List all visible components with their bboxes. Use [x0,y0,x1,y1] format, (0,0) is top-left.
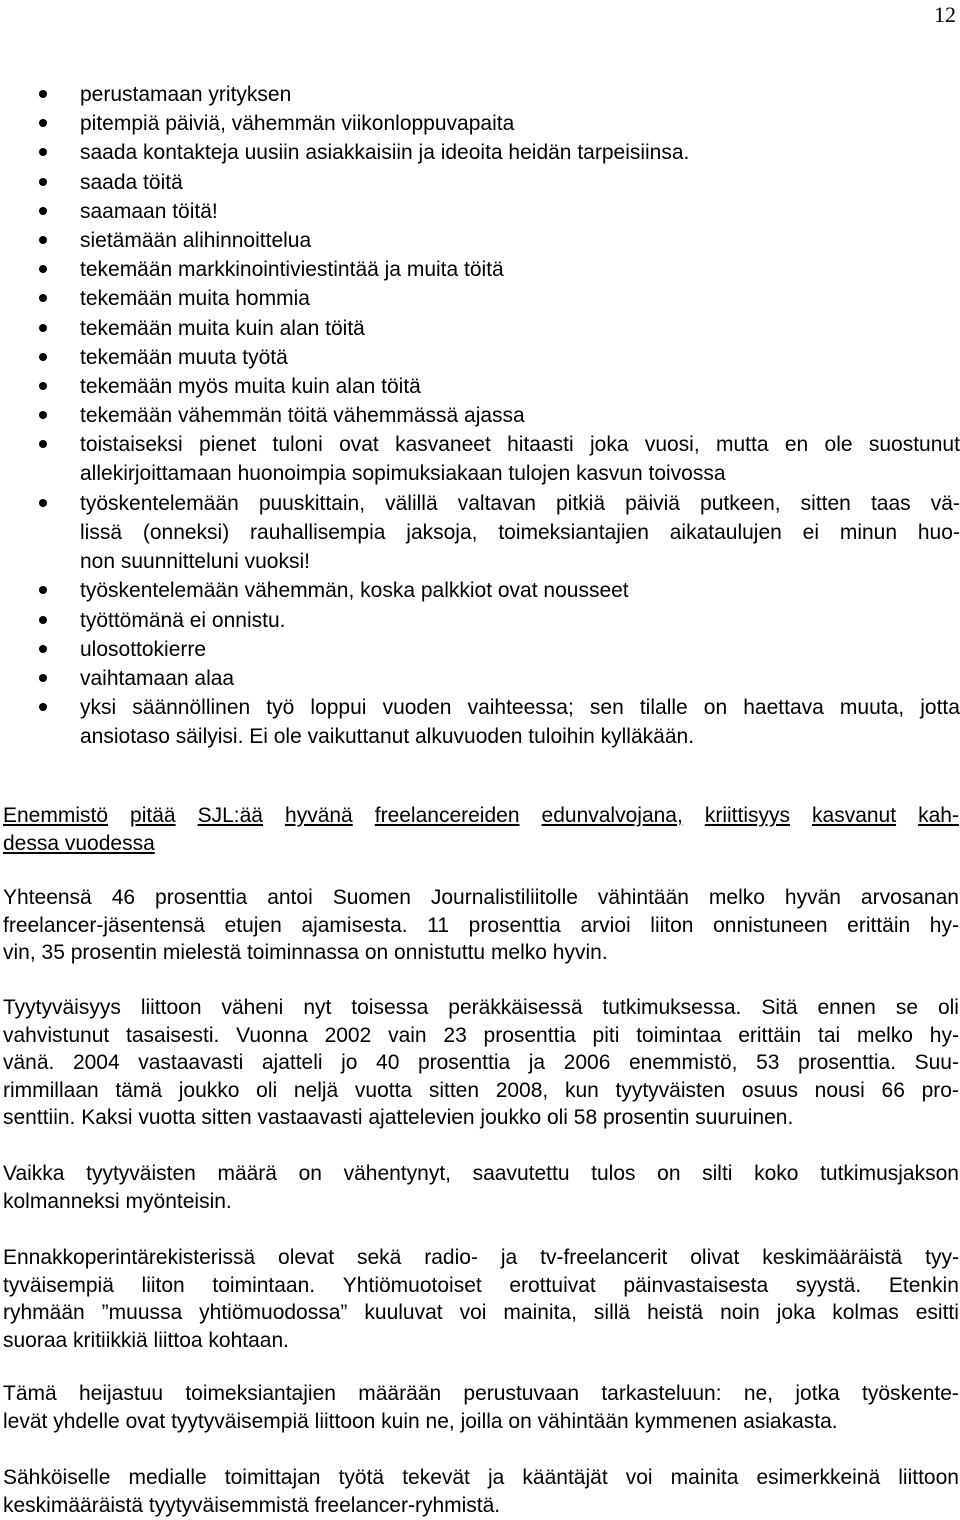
paragraph-line: Vaikka tyytyväisten määrä on vähentynyt, saavutettu tulos on silti koko tutkimusjakson [3,1162,959,1185]
bullet-line: saada töitä [80,170,183,194]
paragraph-line: freelancer-jäsentensä etujen ajamisesta. 11 prosenttia arvioi liiton onnistuneen erittäin hy- [3,913,959,937]
paragraph-line: vänä. 2004 vastaavasti ajatteli jo 40 prosenttia ja 2006 enemmistö, 53 prosenttia. Suu- [3,1051,959,1075]
bullet-dot [39,178,47,186]
paragraph-line: suoraa kritiikkiä liittoa kohtaan. [3,1328,289,1352]
paragraph-line: kolmanneksi myönteisin. [3,1189,232,1213]
paragraph-line: Tyytyväisyys liittoon väheni nyt toisessa peräkkäisessä tutkimuksessa. Sitä ennen se oli [3,996,959,1019]
bullet-line: tekemään markkinointiviestintää ja muita töitä [80,258,504,282]
paragraph-line: vahvistunut tasaisesti. Vuonna 2002 vain 23 prosenttia piti toimintaa erittäin tai melko hy- [3,1023,959,1047]
bullet-line: yksi säännöllinen työ loppui vuoden vaihteessa; sen tilalle on haettava muuta, jotta [80,696,960,720]
bullet-dot [39,645,47,653]
paragraph-line: senttiin. Kaksi vuotta sitten vastaavasti ajattelevien joukko oli 58 prosentin suuruinen. [3,1106,794,1130]
bullet-line: toistaiseksi pienet tuloni ovat kasvaneet hitaasti joka vuosi, mutta en ole suostunut [80,433,960,457]
bullet-dot [39,148,47,156]
bullet-dot [39,119,47,127]
page-number: 12 [934,2,956,27]
bullet-dot [39,674,47,682]
bullet-line: ulosottokierre [80,637,207,661]
bullet-dot [39,499,47,507]
bullet-line: ansiotaso säilyisi. Ei ole vaikuttanut alkuvuoden tuloihin kylläkään. [80,725,695,749]
bullet-line: työskentelemään puuskittain, välillä valtavan pitkiä päiviä putkeen, sitten taas vä- [80,491,960,515]
bullet-dot [39,353,47,361]
bullet-line: sietämään alihinnoittelua [80,229,312,252]
bullet-dot [39,703,47,711]
bullet-line: lissä (onneksi) rauhallisempia jaksoja, toimeksiantajien aikataulujen ei minun huo- [80,520,960,544]
bullet-line: pitempiä päiviä, vähemmän viikonloppuvapaita [80,112,515,136]
bullet-dot [39,586,47,594]
bullet-line: allekirjoittamaan huonoimpia sopimuksiakaan tulojen kasvun toivossa [80,462,726,486]
bullet-line: tekemään vähemmän töitä vähemmässä ajassa [80,404,525,428]
bullet-dot [39,236,47,244]
bullet-line: tekemään muuta työtä [80,345,288,369]
bullet-dot [39,90,47,98]
bullet-line: non suunnitteluni vuoksi! [80,549,310,573]
bullet-dot [39,207,47,215]
bullet-dot [39,440,47,448]
bullet-dot [39,382,47,390]
bullet-line: saada kontakteja uusiin asiakkaisiin ja ideoita heidän tarpeisiinsa. [80,141,690,165]
paragraph-line: Tämä heijastuu toimeksiantajien määrään perustuvaan tarkasteluun: ne, jotka työskente- [3,1382,959,1405]
bullet-line: vaihtamaan alaa [80,667,235,690]
paragraph-line: levät yhdelle ovat tyytyväisempiä liittoon kuin ne, joilla on vähintään kymmenen asiakasta. [3,1409,838,1433]
bullet-line: tekemään muita hommia [80,287,310,311]
paragraph-line: Sähköiselle medialle toimittajan työtä tekevät ja kääntäjät voi mainita esimerkkeinä liittoon [3,1466,959,1489]
bullet-dot [39,265,47,273]
bullet-dot [39,411,47,419]
bullet-dot [39,294,47,302]
paragraph-line: keskimääräistä tyytyväisemmistä freelancer-ryhmistä. [3,1493,501,1517]
bullet-line: tekemään myös muita kuin alan töitä [80,375,421,398]
bullet-line: perustamaan yrityksen [80,83,292,106]
paragraph-line: Yhteensä 46 prosenttia antoi Suomen Journalistiliitolle vähintään melko hyvän arvosanan [3,886,959,909]
bullet-dot [39,616,47,624]
paragraph-line: Ennakkoperintärekisterissä olevat sekä radio- ja tv-freelancerit olivat keskimääräistä tyy- [3,1246,959,1269]
bullet-line: tekemään muita kuin alan töitä [80,316,365,340]
bullet-line: saamaan töitä! [80,199,218,223]
bullet-dot [39,324,47,332]
paragraph-line: vin, 35 prosentin mielestä toiminnassa on onnistuttu melko hyvin. [3,941,608,965]
paragraph-line: tyväisempiä liiton toimintaan. Yhtiömuotoiset erottuivat päinvastaisesta syystä. Etenkin [3,1273,959,1297]
paragraph-line: rimmillaan tämä joukko oli neljä vuotta sitten 2008, kun tyytyväisten osuus nousi 66 pro- [3,1078,959,1102]
bullet-line: työskentelemään vähemmän, koska palkkiot ovat nousseet [80,579,629,603]
section-heading-line: Enemmistö pitää SJL:ää hyvänä freelancereiden edunvalvojana, kriittisyys kasvanut kah- [3,804,959,827]
bullet-line: työttömänä ei onnistu. [80,608,286,632]
paragraph-line: ryhmään ”muussa yhtiömuodossa” kuuluvat voi mainita, sillä heistä noin joka kolmas esitti [3,1301,959,1325]
section-heading-line: dessa vuodessa [3,832,155,855]
